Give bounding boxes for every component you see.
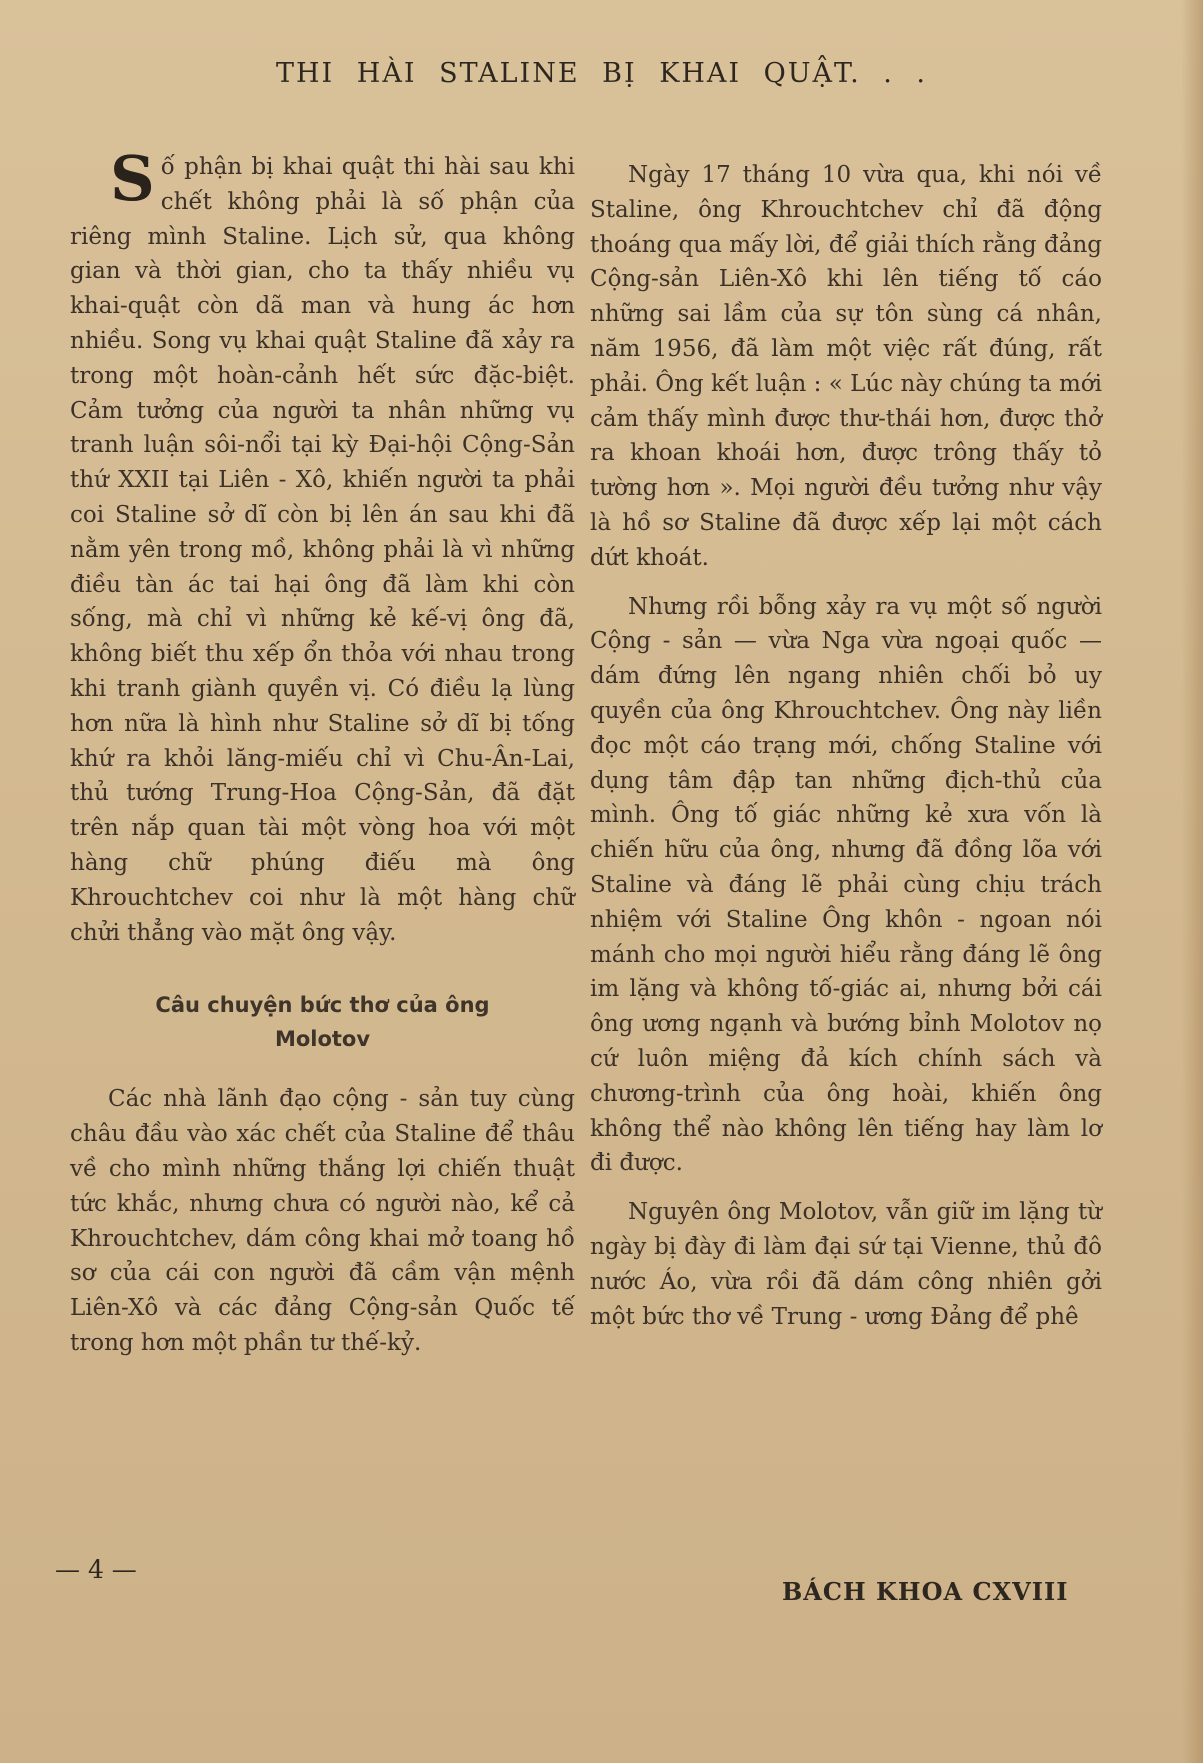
page-number: — 4 — [55,1555,137,1584]
paragraph-text: ố phận bị khai quật thi hài sau khi chết không phải là số phận của riêng mình Staline. Lịch sử, qua không gian và thời gian, cho ta thấy nhiều vụ khai-quật còn dã man và hung ác hơn nhiều. Song vụ khai quật Staline đã xảy ra trong một hoàn-cảnh hết sức đặc-biệt. Cảm tưởng của người ta nhân những vụ tranh luận sôi-nổi tại kỳ Đại-hội Cộng-Sản thứ XXII tại Liên - Xô, khiến người ta phải coi Staline sở dĩ còn bị lên án sau khi đã nằm yên trong mồ, không phải là vì những điều tàn ác tai hại ông đã làm khi còn sống, mà chỉ vì những kẻ kế-vị ông đã, không biết thu xếp ổn thỏa với nhau trong khi tranh giành quyền vị. Có điều lạ lùng hơn nữa là hình như Staline sở dĩ bị tống khứ ra khỏi lăng-miếu chỉ vì Chu-Ân-Lai, thủ tướng Trung-Hoa Cộng-Sản, đã đặt trên nắp quan tài một vòng hoa với một hàng chữ phúng điếu mà ông Khrouchtchev coi như là một hàng chữ chửi thẳng vào mặt ông vậy. [70,154,575,946]
paragraph: Nhưng rồi bỗng xảy ra vụ một số người Cộng - sản — vừa Nga vừa ngoại quốc — dám đứng lên ngang nhiên chối bỏ uy quyền của ông Khrouchtchev. Ông này liền đọc một cáo trạng mới, chống Staline với dụng tâm đập tan những địch-thủ của mình. Ông tố giác những kẻ xưa vốn là chiến hữu của ông, nhưng đã đồng lõa với Staline và đáng lẽ phải cùng chịu trách nhiệm với Staline Ông khôn - ngoan nói mánh cho mọi người hiểu rằng đáng lẽ ông im lặng và không tố-giác ai, nhưng bởi cái ông ương ngạnh và bướng bỉnh Molotov nọ cứ luôn miệng đả kích chính sách và chương-trình của ông hoài, khiến ông không thể nào không lên tiếng hay làm lơ đi được. [590,593,1102,1177]
article-title: THI HÀI STALINE BỊ KHAI QUẬT. . . [275,58,928,89]
section-heading-line: Molotov [274,1027,371,1052]
paragraph [70,142,575,950]
right-column [590,158,1102,1334]
left-column [70,142,575,1361]
paragraph: Nguyên ông Molotov, vẫn giữ im lặng từ ngày bị đày đi làm đại sứ tại Vienne, thủ đô nước Áo, vừa rồi đã dám công nhiên gởi một bức thơ về Trung - ương Đảng để phê [590,1199,1102,1330]
paragraph: Ngày 17 tháng 10 vừa qua, khi nói về Staline, ông Khrouchtchev chỉ đã động thoáng qua mấy lời, để giải thích rằng đảng Cộng-sản Liên-Xô khi lên tiếng tố cáo những sai lầm của sự tôn sùng cá nhân, năm 1956, đã làm một việc rất đúng, rất phải. Ông kết luận : « Lúc này chúng ta mới cảm thấy mình được thư-thái hơn, được thở ra khoan khoái hơn, được trông thấy tỏ tường hơn ». Mọi người đều tưởng như vậy là hồ sơ Staline đã được xếp lại một cách dứt khoát. [590,162,1102,571]
paragraph: Các nhà lãnh đạo cộng - sản tuy cùng châu đầu vào xác chết của Staline để thâu về cho mình những thắng lợi chiến thuật tức khắc, nhưng chưa có người nào, kể cả Khrouchtchev, dám công khai mở toang hồ sơ của cái con người đã cầm vận mệnh Liên-Xô và các đảng Cộng-sản Quốc tế trong hơn một phần tư thế-kỷ. [70,1086,575,1356]
section-heading-line: Câu chuyện bức thơ của ông [155,993,490,1018]
drop-cap: S [110,142,155,215]
paper-edge [1181,0,1203,1763]
publication-footer: BÁCH KHOA CXVIII [782,1577,1069,1606]
section-heading [70,988,575,1056]
